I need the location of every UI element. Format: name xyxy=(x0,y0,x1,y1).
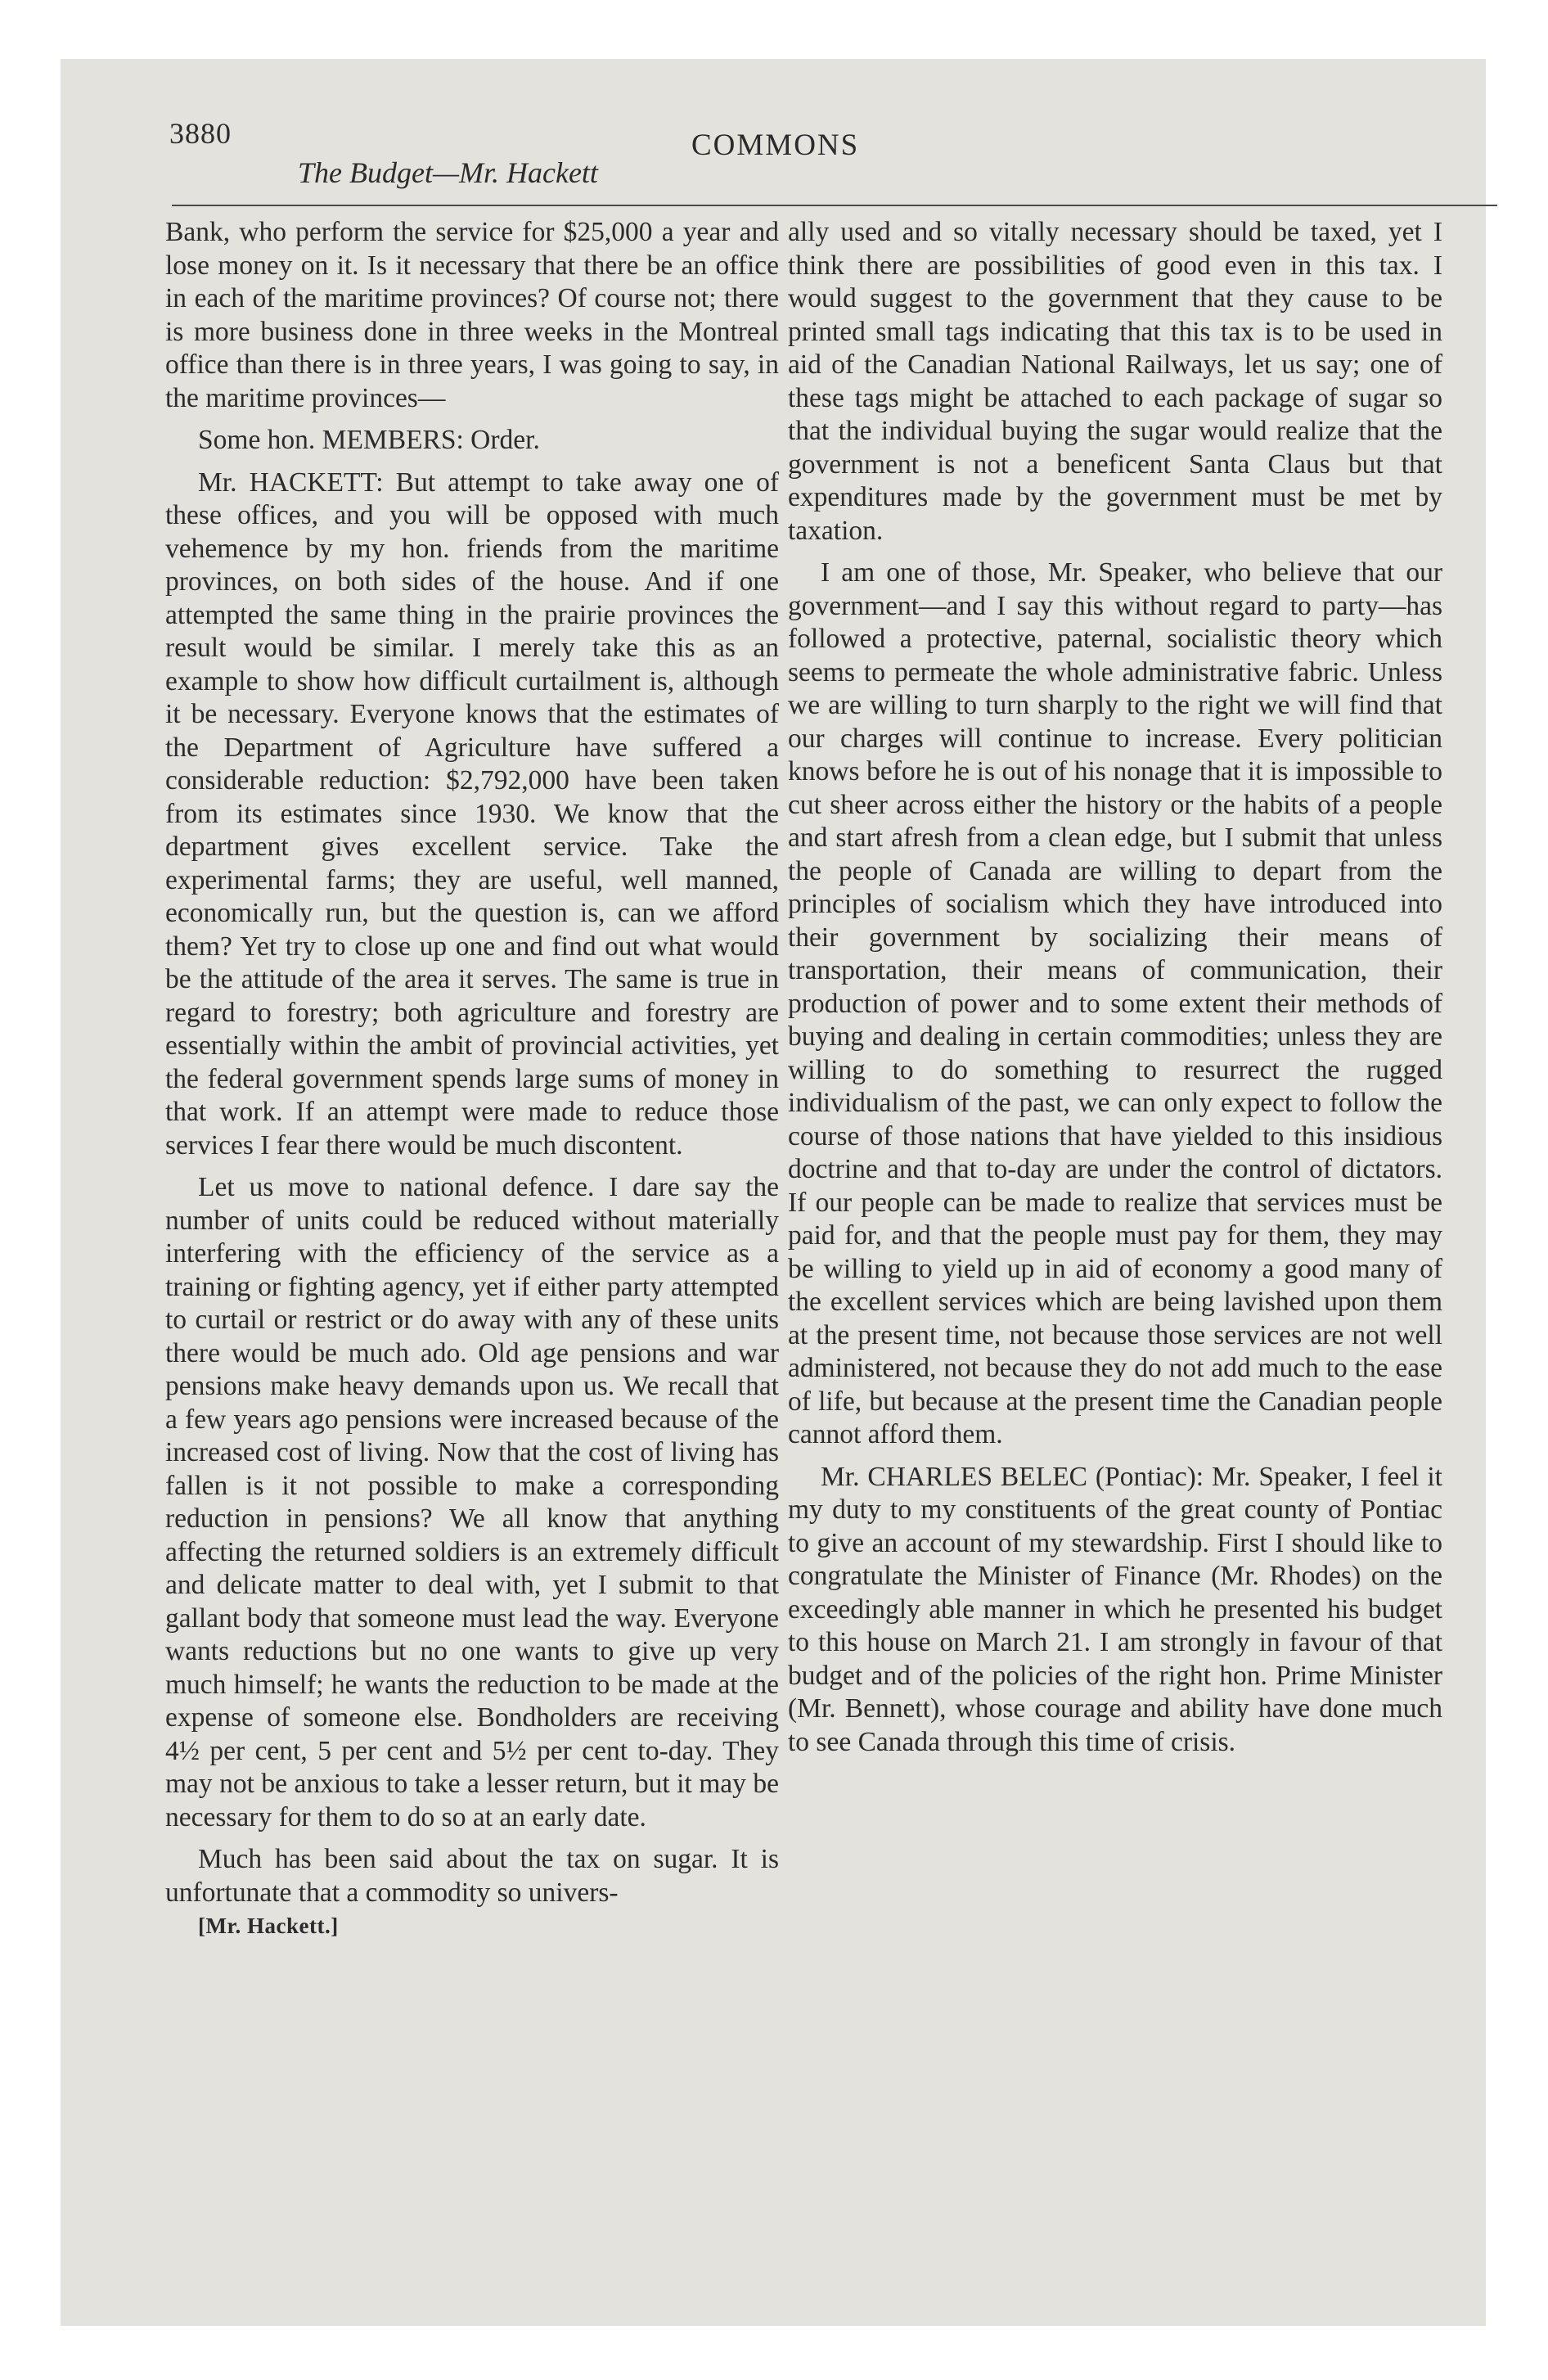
paragraph: I am one of those, Mr. Speaker, who believe that our government—and I say this without regard to party—has followed a protective, paternal, socialistic theory which seems to permeate the whole administrative fabric. Unless we are willing to turn sharply to the right we will find that our charges will continue to increase. Every politician knows before he is out of his nonage that it is impossible to cut sheer across either the history or the habits of a people and start afresh from a clean edge, but I submit that unless the people of Canada are willing to depart from the principles of socialism which they have introduced into their government by socializing their means of transportation, their means of communication, their production of power and to some extent their methods of buying and dealing in certain commodities; unless they are willing to do something to resurrect the rugged individualism of the past, we can only expect to follow the course of those nations that have yielded to this insidious doctrine and that to-day are under the control of dictators. If our people can be made to realize that services must be paid for, and that the people must pay for them, they may be willing to yield up in aid of economy a good many of the excellent services which are being lavished upon them at the present time, not because those services are not well administered, not because they do not add much to the ease of life, but because at the present time the Canadian people cannot afford them. xyxy=(788,557,1442,1449)
paragraph: Some hon. MEMBERS: Order. xyxy=(198,425,540,455)
running-title: The Budget—Mr. Hackett xyxy=(298,156,598,189)
paragraph: Let us move to national defence. I dare say the number of units could be reduced without materially interfering with the efficiency of the service as a training or fighting agency, yet if either party attempted to curtail or restrict or do away with any of these units there would be much ado. Old age pensions and war pensions make heavy demands upon us. We recall that a few years ago pensions were increased because of the increased cost of living. Now that the cost of living has fallen is it not possible to make a corresponding reduction in pensions? We all know that anything affecting the returned soldiers is an extremely difficult and delicate matter to deal with, yet I submit to that gallant body that someone must lead the way. Everyone wants reductions but no one wants to give up very much himself; he wants the reduction to be made at the expense of someone else. Bondholders are receiving 4½ per cent, 5 per cent and 5½ per cent to-day. They may not be anxious to take a lesser return, but it may be necessary for them to do so at an early date. xyxy=(165,1172,779,1832)
scanned-page xyxy=(61,59,1486,2326)
paragraph: Mr. HACKETT: But attempt to take away one of these offices, and you will be opposed with much vehemence by my hon. friends from the maritime provinces, on both sides of the house. And if one attempted the same thing in the prairie provinces the result would be similar. I merely take this as an example to show how difficult curtailment is, although it be necessary. Everyone knows that the estimates of the Department of Agriculture have suffered a considerable reduction: $2,792,000 have been taken from its estimates since 1930. We know that the department gives excellent service. Take the experimental farms; they are useful, well manned, economically run, but the question is, can we afford them? Yet try to close up one and find out what would be the attitude of the area it serves. The same is true in regard to forestry; both agriculture and forestry are essentially within the ambit of provincial activities, yet the federal government spends large sums of money in that work. If an attempt were made to reduce those services I fear there would be much discontent. xyxy=(165,467,779,1161)
speaker-signature: [Mr. Hackett.] xyxy=(198,1913,339,1938)
paragraph: Much has been said about the tax on sugar. It is unfortunate that a commodity so univers- xyxy=(165,1844,779,1908)
left-column xyxy=(165,216,779,1943)
paragraph: ally used and so vitally necessary should be taxed, yet I think there are possibilities of good even in this tax. I would suggest to the government that they cause to be printed small tags indicating that this tax is to be used in aid of the Canadian National Railways, let us say; one of these tags might be attached to each package of sugar so that the individual buying the sugar would realize that the government is not a beneficent Santa Claus but that expenditures made by the government must be met by taxation. xyxy=(788,217,1442,546)
right-column xyxy=(788,216,1442,1759)
header-rule xyxy=(172,205,1497,206)
page-header xyxy=(61,59,1486,206)
section-title: COMMONS xyxy=(691,128,860,162)
paragraph: Bank, who perform the service for $25,000 a year and lose money on it. Is it necessary that there be an office in each of the maritime provinces? Of course not; there is more business done in three weeks in the Montreal office than there is in three years, I was going to say, in the maritime provinces— xyxy=(165,217,779,413)
paragraph: Mr. CHARLES BELEC (Pontiac): Mr. Speaker, I feel it my duty to my constituents of the great county of Pontiac to give an account of my stewardship. First I should like to congratulate the Minister of Finance (Mr. Rhodes) on the exceedingly able manner in which he presented his budget to this house on March 21. I am strongly in favour of that budget and of the policies of the right hon. Prime Minister (Mr. Bennett), whose courage and ability have done much to see Canada through this time of crisis. xyxy=(788,1461,1442,1757)
page-number: 3880 xyxy=(169,117,232,150)
